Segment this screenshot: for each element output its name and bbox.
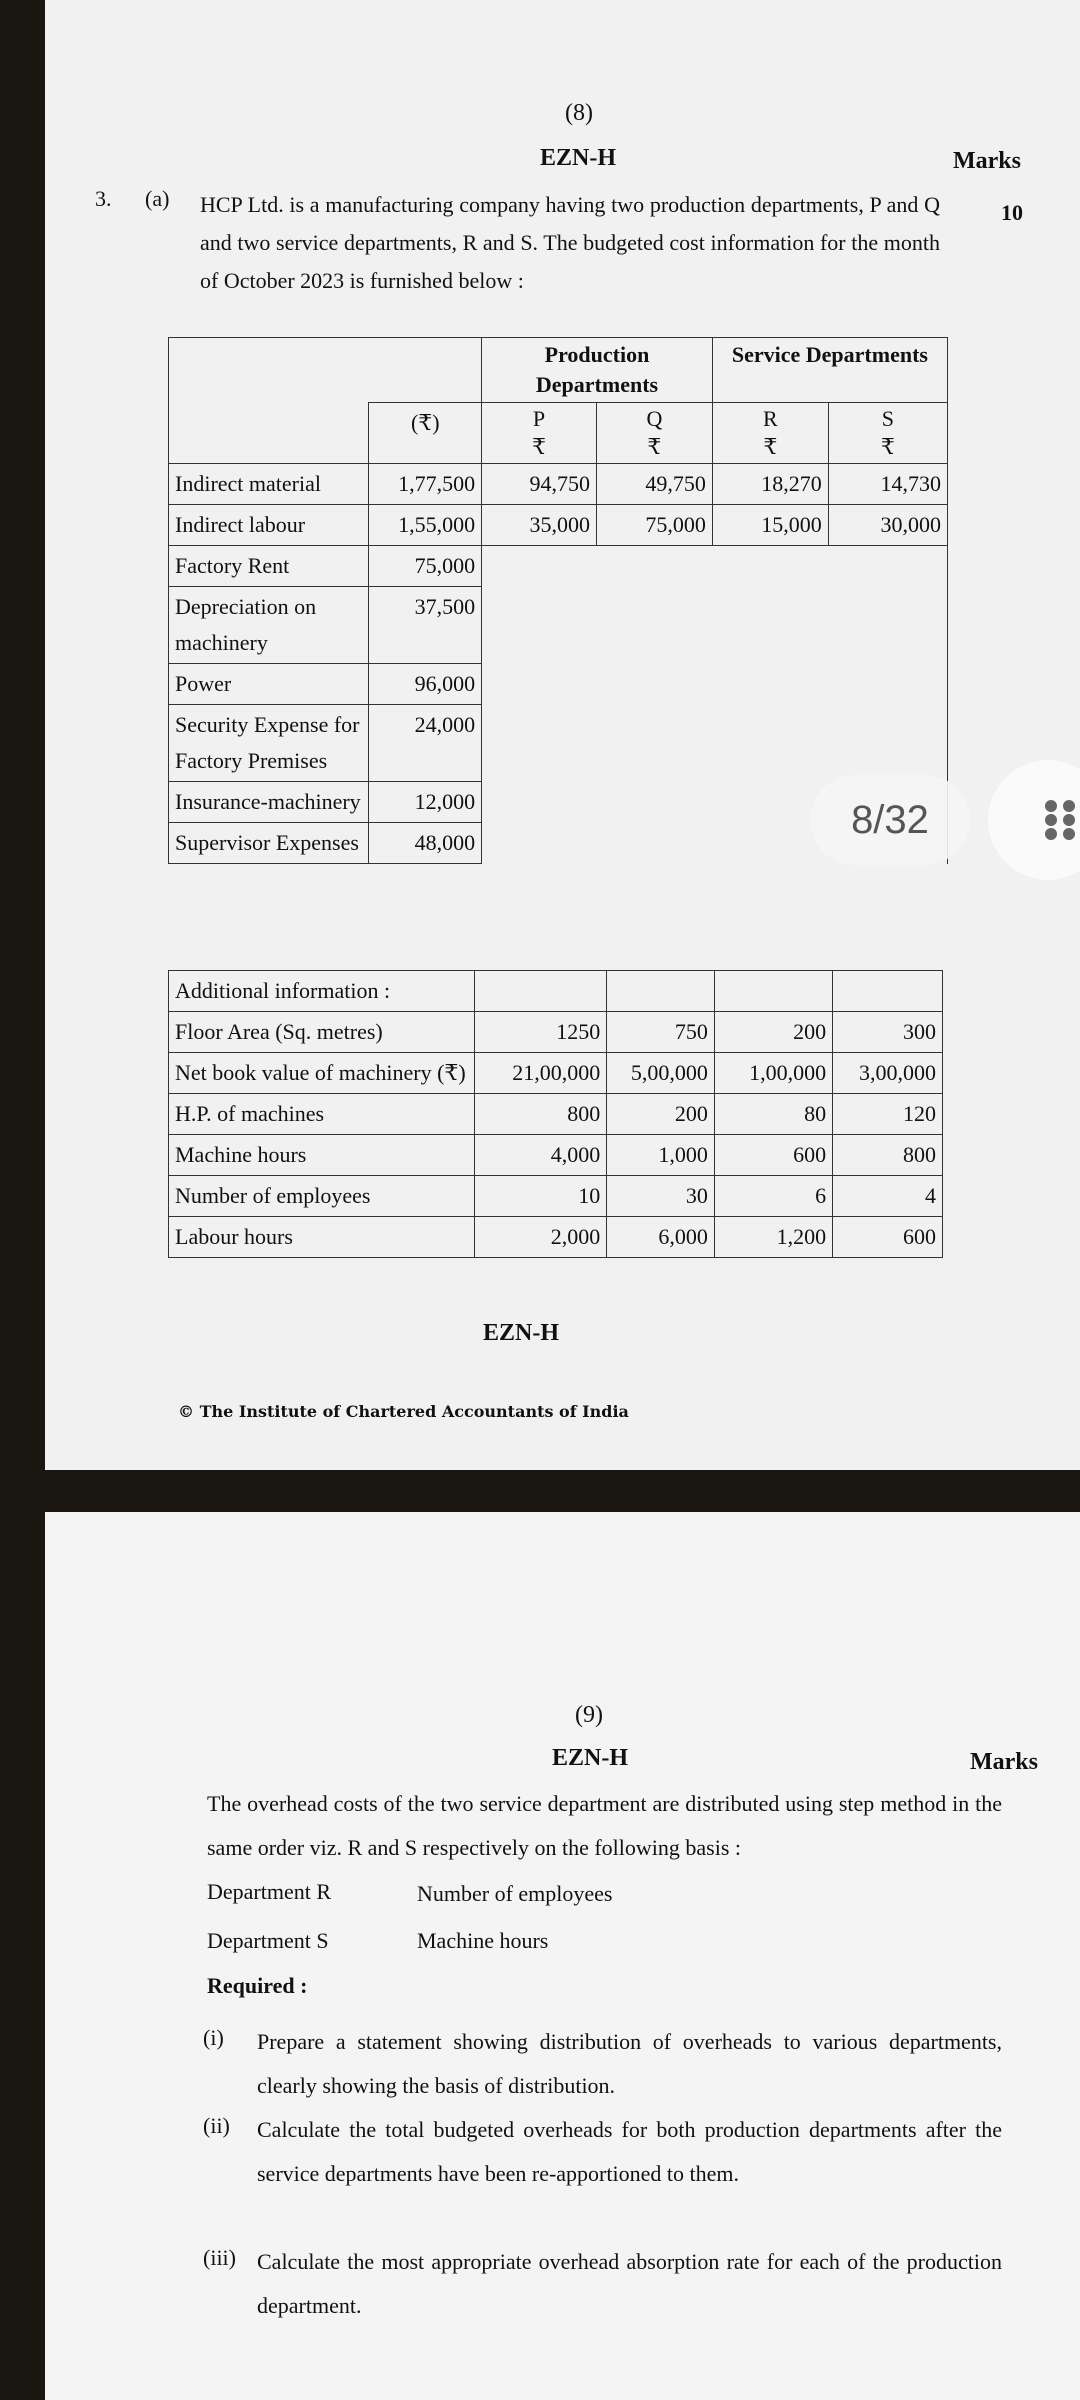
table-row: Indirect labour 1,55,000 35,000 75,000 15,000 30,000 [169, 505, 948, 546]
paper-code: EZN-H [540, 145, 617, 171]
requirement-num: (ii) [203, 2113, 230, 2138]
requirement-text: Prepare a statement showing distribution of overheads to various departments, clearly showing the basis of distribution. [257, 2029, 1002, 2098]
question-part: (a) [145, 186, 170, 211]
table-row: Insurance-machinery 12,000 [169, 782, 948, 823]
col-total-header: (₹) [369, 403, 482, 464]
page-counter[interactable]: 8/32 [810, 775, 970, 865]
requirement-num: (i) [203, 2025, 224, 2050]
document-page-9 [45, 1512, 1080, 2400]
page-number: (9) [575, 1702, 603, 1728]
question-intro: HCP Ltd. is a manufacturing company having two production departments, P and Q and two service departments, R and S. The budgeted cost information for the month of October 2023 is furnished below : [200, 192, 940, 293]
table-row: Depreciation on machinery 37,500 [169, 587, 948, 664]
table-row: Supervisor Expenses 48,000 [169, 823, 948, 864]
table-row: H.P. of machines 800 200 80 120 [169, 1094, 943, 1135]
group-production-header: Production Departments [482, 338, 713, 403]
table-row: Machine hours 4,000 1,000 600 800 [169, 1135, 943, 1176]
requirement-text: Calculate the total budgeted overheads for both production departments after the service departments have been re-apportioned to them. [257, 2117, 1002, 2186]
table-group-header-row [169, 338, 948, 403]
additional-info-label: Additional information : [169, 971, 475, 1012]
col-r-header: R ₹ [712, 403, 828, 464]
additional-info-table [168, 970, 943, 1258]
marks-value: 10 [1001, 200, 1023, 225]
footer-paper-code: EZN-H [483, 1320, 560, 1346]
paper-code: EZN-H [552, 1745, 629, 1771]
requirement-text: Calculate the most appropriate overhead absorption rate for each of the production department. [257, 2249, 1002, 2318]
additional-info-header-row [169, 971, 943, 1012]
table-row: Security Expense for Factory Premises 24,000 [169, 705, 948, 782]
basis-value-s: Machine hours [417, 1928, 549, 1953]
question-number: 3. [95, 186, 112, 211]
col-s-header: S ₹ [828, 403, 947, 464]
basis-dept-r: Department R [207, 1879, 332, 1904]
required-heading: Required : [207, 1973, 308, 1998]
basis-dept-s: Department S [207, 1928, 329, 1953]
group-service-header: Service Departments [712, 338, 947, 403]
col-p-header: P ₹ [482, 403, 597, 464]
table-column-header-row [169, 403, 948, 464]
table-row: Power 96,000 [169, 664, 948, 705]
page-number: (8) [565, 100, 593, 126]
table-row: Labour hours 2,000 6,000 1,200 600 [169, 1217, 943, 1258]
requirement-num: (iii) [203, 2245, 236, 2270]
table-row: Net book value of machinery (₹) 21,00,000 5,00,000 1,00,000 3,00,000 [169, 1053, 943, 1094]
table-row: Indirect material 1,77,500 94,750 49,750 18,270 14,730 [169, 464, 948, 505]
col-q-header: Q ₹ [596, 403, 712, 464]
marks-label: Marks [970, 1749, 1038, 1775]
table-row: Number of employees 10 30 6 4 [169, 1176, 943, 1217]
marks-label: Marks [953, 148, 1021, 174]
table-row: Floor Area (Sq. metres) 1250 750 200 300 [169, 1012, 943, 1053]
document-page-8 [45, 0, 1080, 1470]
table-row: Factory Rent 75,000 [169, 546, 948, 587]
basis-value-r: Number of employees [417, 1881, 613, 1906]
copyright-text: © The Institute of Chartered Accountants of India [178, 1402, 629, 1421]
distribution-intro: The overhead costs of the two service department are distributed using step method in the same order viz. R and S respectively on the following basis : [207, 1791, 1002, 1860]
